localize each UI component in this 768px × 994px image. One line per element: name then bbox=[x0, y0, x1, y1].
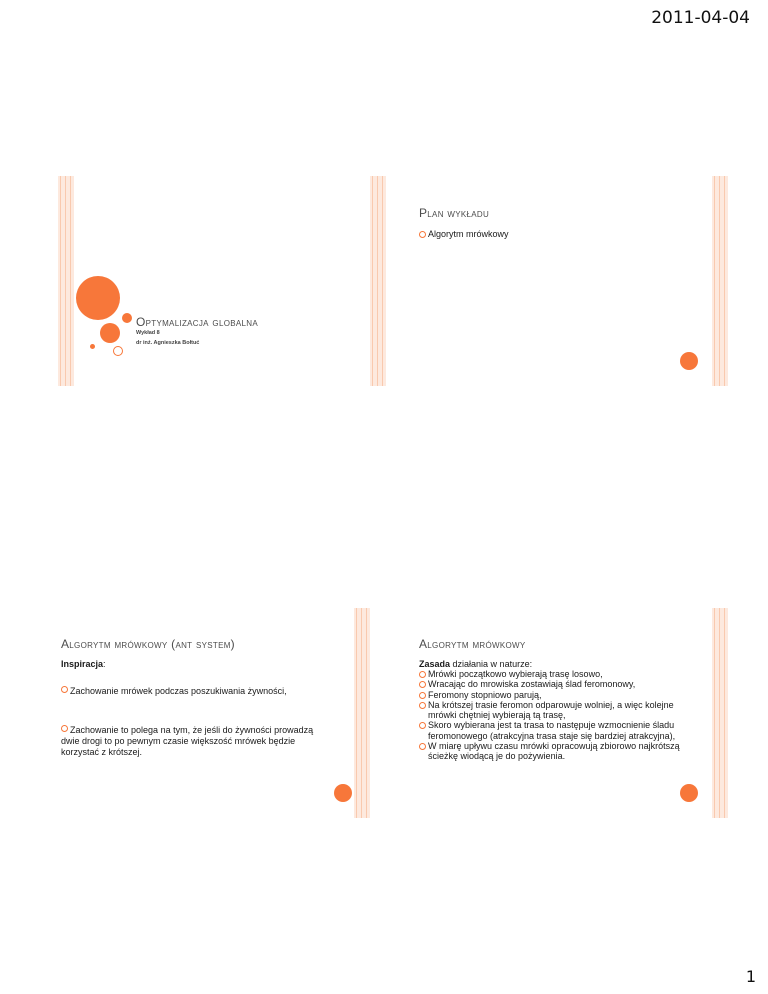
slide-title-slide bbox=[58, 176, 386, 386]
decorative-stripe-right bbox=[712, 608, 728, 818]
decorative-stripe-right bbox=[354, 608, 370, 818]
bullet-list bbox=[419, 669, 681, 762]
list-item bbox=[419, 700, 681, 721]
list-item-text: Feromony stopniowo parują, bbox=[428, 689, 542, 700]
paragraph bbox=[61, 725, 331, 758]
author-name: dr inż. Agnieszka Bołtuć bbox=[136, 340, 200, 346]
list-item-text: Na krótszej trasie feromon odparowuje wolniej, a więc kolejne mrówki chętniej wybierają tą trasę, bbox=[428, 699, 674, 721]
paragraph-text: Zachowanie to polega na tym, że jeśli do żywności prowadzą dwie drogi to po pewnym czasie większość mrówek będzie korzystać z krótszej. bbox=[61, 725, 314, 757]
inspiration-heading bbox=[61, 659, 331, 670]
list-item-text: Algorytm mrówkowy bbox=[428, 229, 509, 239]
slide-title: Optymalizacja globalna bbox=[136, 315, 258, 329]
intro-bold: Zasada bbox=[419, 659, 451, 669]
page-number: 1 bbox=[745, 967, 756, 986]
header-date: 2011-04-04 bbox=[651, 8, 750, 28]
slide-title: Algorytm mrówkowy bbox=[419, 637, 526, 651]
paragraph bbox=[61, 686, 331, 697]
inspiration-colon: : bbox=[103, 659, 106, 669]
bullet-icon bbox=[419, 681, 426, 688]
bullet-icon bbox=[61, 686, 68, 693]
list-item bbox=[419, 669, 681, 679]
medium-circle-decoration bbox=[100, 323, 120, 343]
slide-plan bbox=[400, 176, 728, 386]
list-item bbox=[419, 690, 681, 700]
bullet-icon bbox=[61, 725, 68, 732]
corner-circle-decoration bbox=[334, 784, 352, 802]
bullet-icon bbox=[419, 722, 426, 729]
bullet-list bbox=[419, 229, 699, 239]
tiny-circle-decoration bbox=[90, 344, 95, 349]
list-item-text: W miarę upływu czasu mrówki opracowują zbiorowo najkrótszą ścieżkę wiodącą je do pożywienia. bbox=[428, 741, 680, 762]
list-item-text: Wracając do mrowiska zostawiają ślad feromonowy, bbox=[428, 679, 636, 690]
small-circle-decoration bbox=[122, 313, 132, 323]
list-item bbox=[419, 741, 681, 762]
bullet-icon bbox=[419, 671, 426, 678]
corner-circle-decoration bbox=[680, 352, 698, 370]
slide-title: Algorytm mrówkowy (ant system) bbox=[61, 637, 235, 651]
bullet-icon bbox=[419, 231, 426, 238]
decorative-stripe-right bbox=[712, 176, 728, 386]
slide-ant-system bbox=[58, 608, 386, 818]
decorative-stripe-right bbox=[370, 176, 386, 386]
bullet-icon bbox=[419, 702, 426, 709]
decorative-stripe-left bbox=[58, 176, 74, 386]
slide-title: Plan wykładu bbox=[419, 206, 490, 220]
intro-rest: działania w naturze: bbox=[450, 659, 533, 669]
inspiration-label: Inspiracja bbox=[61, 659, 104, 669]
list-item-text: Mrówki początkowo wybierają trasę losowo, bbox=[428, 669, 603, 679]
lecture-number: Wykład 8 bbox=[136, 330, 160, 336]
bullet-icon bbox=[419, 692, 426, 699]
large-circle-decoration bbox=[76, 276, 120, 320]
list-item bbox=[419, 229, 699, 239]
slide-ant-algorithm bbox=[400, 608, 728, 818]
corner-circle-decoration bbox=[680, 784, 698, 802]
list-item bbox=[419, 720, 681, 741]
bullet-icon bbox=[419, 743, 426, 750]
list-item bbox=[419, 679, 681, 689]
ring-circle-decoration bbox=[113, 346, 123, 356]
paragraph-text: Zachowanie mrówek podczas poszukiwania żywności, bbox=[70, 686, 287, 696]
list-item-text: Skoro wybierana jest ta trasa to następuje wzmocnienie śladu feromonowego (atrakcyjna trasa staje się bardziej atrakcyjna), bbox=[428, 720, 676, 741]
